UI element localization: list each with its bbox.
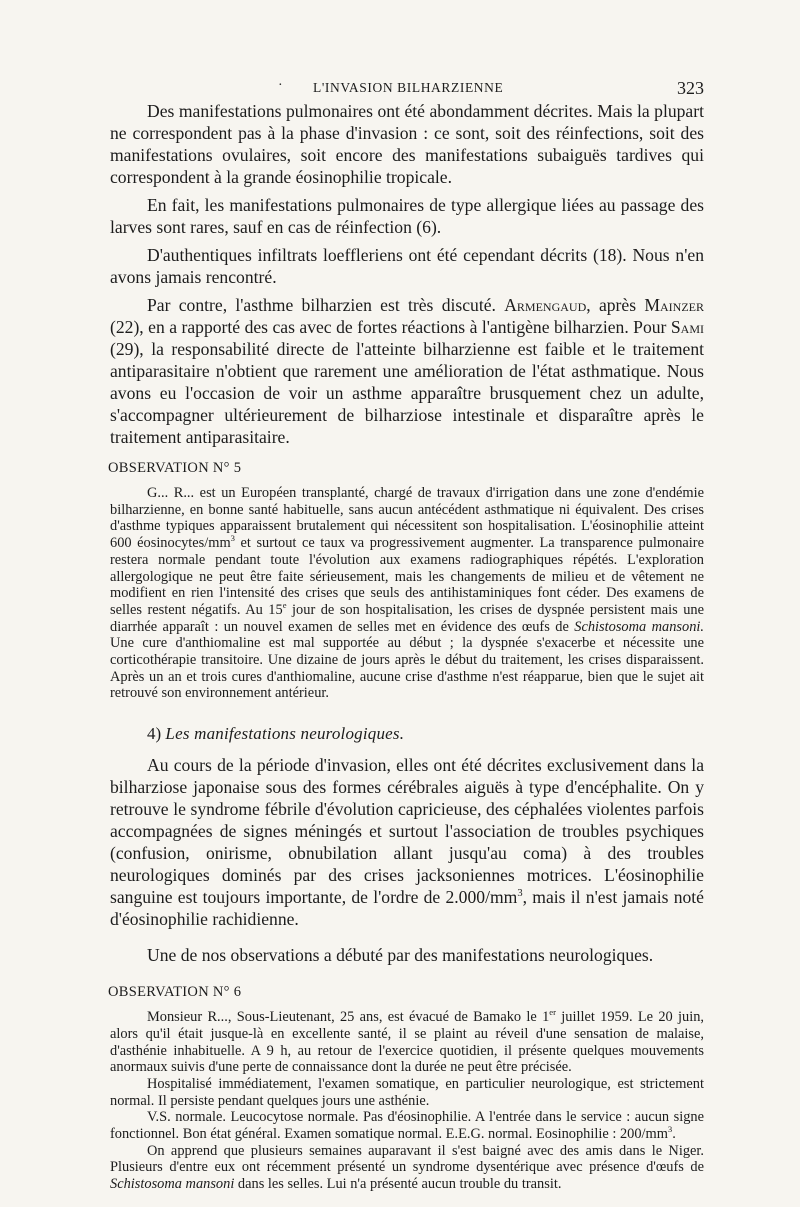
page [110, 74, 704, 1193]
header-bullet: · [278, 78, 283, 93]
superscript: e [282, 600, 287, 611]
observation-5 [110, 485, 704, 702]
paragraph-pulmonary: Des manifestations pulmonaires ont été abondamment décrites. Mais la plupart ne correspondent pas à la phase d'invasion : ce sont, soit des réinfections, soit des manifestations ovulaires, soit encore des manifestations subaiguës tardives qui correspondent à la grande éosinophilie tropicale. [110, 101, 704, 187]
text-run: dans les selles. Lui n'a présenté aucun trouble du transit. [234, 1176, 562, 1193]
text-run: , après [586, 295, 645, 315]
text-run: . [672, 1126, 676, 1143]
running-head [110, 74, 704, 100]
observation-6-p3 [110, 1109, 704, 1142]
paragraph-neurological [110, 754, 704, 930]
section-number: 4) [147, 724, 162, 744]
running-title: L'INVASION BILHARZIENNE [313, 80, 504, 95]
text-run: (22), en a rapporté des cas avec de fortes réactions à l'antigène bilharzien. Pour [110, 317, 671, 337]
text-run: Une cure d'anthiomaline est mal supportée au début ; la dyspnée s'exacerbe et nécessite une corticothérapie transitoire. Une dizaine de jours après le début du traitement, les crises disparaissent. Après un an et trois cures d'anthiomaline, aucune crise d'asthme n'est réapparue, bien que le sujet ait retrouvé son environnement antérieur. [110, 635, 704, 702]
superscript: 3 [667, 1124, 673, 1135]
superscript: 3 [517, 888, 523, 900]
text-run: (29), la responsabilité directe de l'atteinte bilharzienne est faible et le traitement antiparasitaire n'obtient que rarement une amélioration de l'état asthmatique. Nous avons eu l'occasion de voir un asthme apparaître brusquement chez un adulte, s'accompagner ultérieurement de bilharziose intestinale et disparaître après le traitement antiparasitaire. [110, 339, 704, 447]
observation-6-p1 [110, 1009, 704, 1076]
observation-6-p4 [110, 1143, 704, 1193]
author-sami: Sami [670, 317, 704, 337]
observation-6-p2: Hospitalisé immédiatement, l'examen somatique, en particulier neurologique, est strictement normal. Il persiste pendant quelques jours une asthénie. [110, 1075, 704, 1109]
species-name: Schistosoma mansoni [110, 1176, 235, 1193]
paragraph-infiltrates: D'authentiques infiltrats loeffleriens ont été cependant décrits (18). Nous n'en avons jamais rencontré. [110, 245, 704, 287]
text-run: jour de son hospitalisation, les crises de dyspnée persistent mais une diarrhée apparaît : un nouvel examen de selles met en évidence des œufs de [110, 601, 705, 635]
text-run: G... R... est un Européen transplanté, chargé de travaux d'irrigation dans une zone d'endémie bilharzienne, en bonne santé habituelle, sans aucun antécédent asthmatique ni équivalent. Des crises d'asthme typiques apparaissent brutalement qui nécessitent son hospitalisation. L'éosinophilie atteint 600 éosinocytes/mm [110, 485, 704, 552]
text-run: On apprend que plusieurs semaines auparavant il s'est baigné avec des amis dans le Niger. Plusieurs d'entre eux ont récemment présenté un syndrome dysentérique avec présence d'œufs de [110, 1142, 704, 1176]
text-run: , mais il n'est jamais noté d'éosinophilie rachidienne. [110, 887, 704, 930]
paragraph-allergic: En fait, les manifestations pulmonaires de type allergique liées au passage des larves sont rares, sauf en cas de réinfection (6). [110, 195, 704, 237]
text-run: Au cours de la période d'invasion, elles ont été décrites exclusivement dans la bilharziose japonaise sous des formes cérébrales aiguës à type d'encéphalite. On y retrouve le syndrome fébrile d'évolution capricieuse, des céphalées violentes parfois accompagnées de signes méningés et surtout l'association de troubles psychiques (confusion, onirisme, obnubilation allant jusqu'au coma) à des troubles neurologiques dominés par des crises jacksoniennes motrices. L'éosinophilie sanguine est toujours importante, de l'ordre de 2.000/mm [110, 755, 704, 908]
page-number: 323 [677, 78, 704, 98]
author-armengaud: Armengaud [504, 295, 587, 315]
superscript: 3 [230, 533, 235, 544]
paragraph-asthma [110, 294, 704, 448]
intro-paragraphs [110, 100, 704, 448]
text-run: Par contre, l'asthme bilharzien est très discuté. [147, 295, 505, 315]
text-run: juillet 1959. Le 20 juin, alors qu'il était jusque-là en excellente santé, il se plaint au réveil d'une sensation de malaise, d'asthénie inhabituelle. A 9 h, au retour de l'exercice quotidien, il présente quelques mouvements anormaux suivis d'une perte de connaissance dont la durée ne peut être précisée. [110, 1009, 704, 1076]
observation-5-heading: OBSERVATION N° 5 [108, 460, 242, 476]
observation-6-heading: OBSERVATION N° 6 [108, 984, 242, 1001]
neuro-paragraphs [110, 754, 704, 966]
superscript: er [549, 1007, 556, 1018]
observation-6 [110, 1009, 704, 1193]
text-run: Monsieur R..., Sous-Lieutenant, 25 ans, est évacué de Bamako le 1 [147, 1009, 550, 1026]
section-4-heading [147, 724, 704, 744]
species-name: Schistosoma mansoni. [574, 618, 704, 635]
observation-5-text [110, 485, 704, 702]
paragraph-observation-intro: Une de nos observations a débuté par des manifestations neurologiques. [147, 945, 654, 966]
text-run: V.S. normale. Leucocytose normale. Pas d'éosinophilie. A l'entrée dans le service : aucun signe fonctionnel. Bon état général. Examen somatique normal. E.E.G. normal. Eosinophilie : 200/mm [110, 1109, 704, 1143]
author-mainzer: Mainzer [644, 295, 704, 315]
text-run: et surtout ce taux va progressivement augmenter. La transparence pulmonaire restera normale pendant toute l'évolution aux examens radiographiques répétés. L'exploration allergologique ne peut être faite sérieusement, mais les changements de milieu et de vêtement ne modifient en rien l'intensité des crises que seuls des antihistaminiques font céder. Des examens de selles restent négatifs. Au 15 [110, 535, 704, 618]
section-title: Les manifestations neurologiques. [165, 724, 405, 744]
